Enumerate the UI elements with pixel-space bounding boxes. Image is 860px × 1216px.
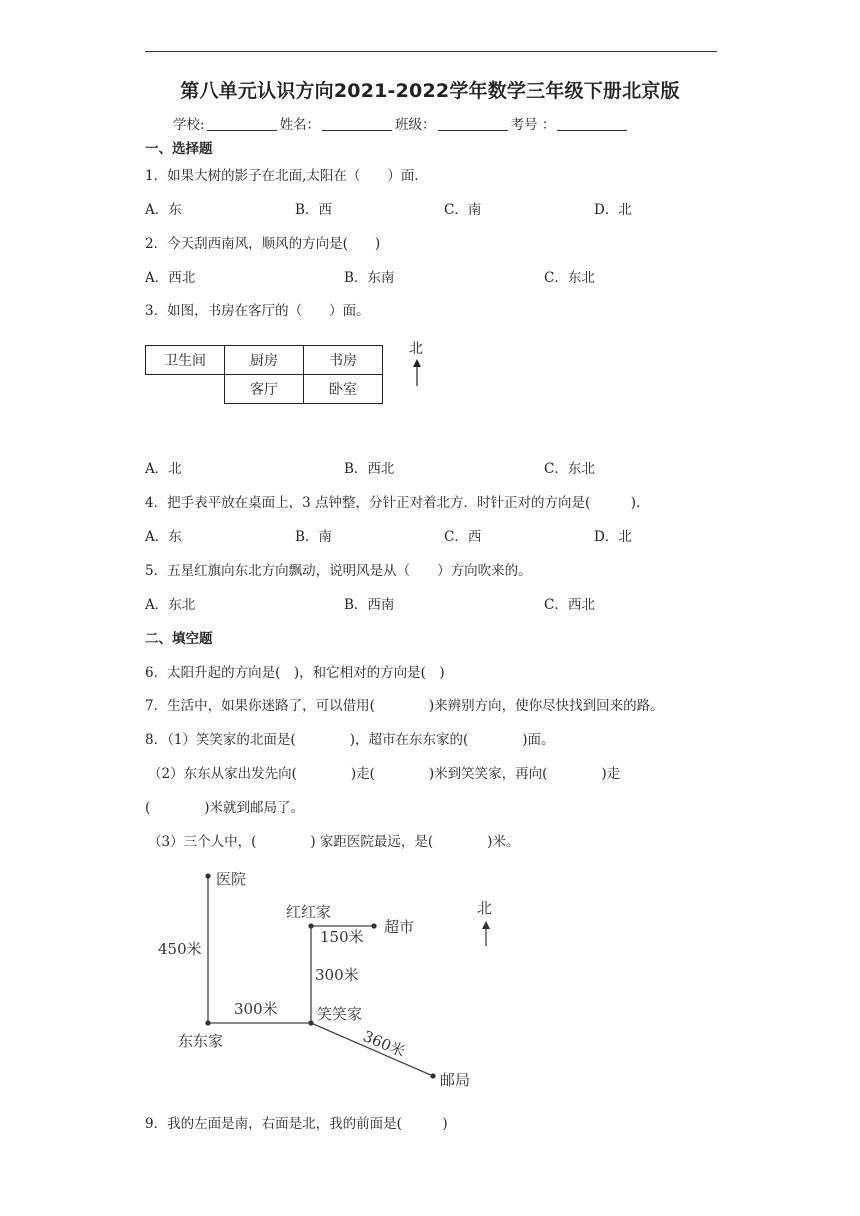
distance-300-vertical-label: 300米 <box>315 966 359 984</box>
q5-option-b[interactable]: B．西南 <box>344 597 395 613</box>
post-point-icon <box>430 1073 435 1078</box>
distance-300-horizontal-label: 300米 <box>234 1000 278 1018</box>
page-title: 第八单元认识方向2021-2022学年数学三年级下册北京版 <box>180 80 680 102</box>
distance-450-label: 450米 <box>158 940 202 958</box>
question-8-part-1: 8．（1）笑笑家的北面是( )，超市在东东家的( )面。 <box>145 732 555 748</box>
class-label: 班级： <box>395 117 436 133</box>
room-cell: 客厅 <box>225 375 304 404</box>
question-2: 2．今天刮西南风，顺风的方向是( ) <box>145 236 381 252</box>
q5-option-a[interactable]: A．东北 <box>145 597 196 613</box>
q2-option-a[interactable]: A．西北 <box>145 270 196 286</box>
room-cell: 卧室 <box>304 375 383 404</box>
q2-option-b[interactable]: B．东南 <box>344 270 395 286</box>
question-4: 4．把手表平放在桌面上，3 点钟整，分针正对着北方．时针正对的方向是( ). <box>145 495 641 511</box>
room-cell-empty <box>146 375 225 404</box>
student-info-line <box>173 113 630 133</box>
q1-option-d[interactable]: D．北 <box>594 202 632 218</box>
q4-option-d[interactable]: D．北 <box>594 529 632 545</box>
q4-option-b[interactable]: B．南 <box>295 529 332 545</box>
question-8-part-2: （2）东东从家出发先向( )走( )米到笑笑家，再向( )走 <box>148 766 621 782</box>
question-9: 9．我的左面是南，右面是北，我的前面是( ) <box>145 1116 448 1132</box>
room-layout-table <box>145 345 383 404</box>
room-cell: 书房 <box>304 346 383 375</box>
supermarket-point-icon <box>371 923 376 928</box>
exam-no-blank[interactable] <box>557 116 627 131</box>
distance-150-label: 150米 <box>320 928 364 946</box>
direction-map <box>150 862 530 1092</box>
question-3: 3．如图，书房在客厅的（ ）面。 <box>145 303 370 319</box>
header-rule <box>145 51 717 52</box>
name-blank[interactable] <box>322 116 392 131</box>
q4-option-c[interactable]: C．西 <box>444 529 482 545</box>
hospital-point-icon <box>205 873 210 878</box>
room-cell: 卫生间 <box>146 346 225 375</box>
q1-option-a[interactable]: A．东 <box>145 202 182 218</box>
question-8-part-3: （3）三个人中，( ) 家距医院最远，是( )米。 <box>148 834 520 850</box>
honghong-label: 红红家 <box>286 903 332 921</box>
question-1-options <box>145 198 745 216</box>
dongdong-label: 东东家 <box>178 1032 224 1050</box>
north-label: 北 <box>409 341 423 357</box>
post-label: 邮局 <box>440 1071 471 1089</box>
question-5-options <box>145 593 745 611</box>
q3-option-c[interactable]: C．东北 <box>544 461 595 477</box>
q3-option-b[interactable]: B．西北 <box>344 461 395 477</box>
q3-option-a[interactable]: A．北 <box>145 461 182 477</box>
q2-option-c[interactable]: C．东北 <box>544 270 595 286</box>
q1-option-c[interactable]: C．南 <box>444 202 482 218</box>
room-cell: 厨房 <box>225 346 304 375</box>
hospital-label: 医院 <box>216 870 247 888</box>
class-blank[interactable] <box>438 116 508 131</box>
dongdong-point-icon <box>205 1020 210 1025</box>
xiaoxiao-point-icon <box>308 1020 313 1025</box>
map-north-label: 北 <box>477 899 493 917</box>
question-7: 7．生活中，如果你迷路了，可以借用( )来辨别方向，使你尽快找到回来的路。 <box>145 698 664 714</box>
question-1: 1．如果大树的影子在北面,太阳在（ ）面． <box>145 168 428 184</box>
section-fill: 二、填空题 <box>145 631 213 647</box>
distance-360-label: 360米 <box>360 1027 408 1061</box>
xiaoxiao-label: 笑笑家 <box>317 1005 363 1023</box>
map-north-arrow-icon <box>482 921 490 946</box>
question-8-part-2-cont: ( )米就到邮局了。 <box>145 800 305 816</box>
school-label: 学校: <box>173 117 205 133</box>
q1-option-b[interactable]: B．西 <box>295 202 332 218</box>
question-2-options <box>145 266 745 284</box>
honghong-point-icon <box>308 923 313 928</box>
exam-no-label: 考号 ： <box>510 117 556 133</box>
question-6: 6．太阳升起的方向是( )，和它相对的方向是( ) <box>145 665 445 681</box>
section-choice: 一、选择题 <box>145 141 213 157</box>
q4-option-a[interactable]: A．东 <box>145 529 182 545</box>
question-3-options <box>145 457 745 475</box>
name-label: 姓名： <box>279 117 321 133</box>
question-5: 5．五星红旗向东北方向飘动，说明风是从（ ）方向吹来的。 <box>145 563 532 579</box>
school-blank[interactable] <box>207 116 277 131</box>
supermarket-label: 超市 <box>384 918 415 936</box>
north-arrow-icon <box>411 358 423 388</box>
q5-option-c[interactable]: C．西北 <box>544 597 595 613</box>
question-4-options <box>145 525 745 543</box>
